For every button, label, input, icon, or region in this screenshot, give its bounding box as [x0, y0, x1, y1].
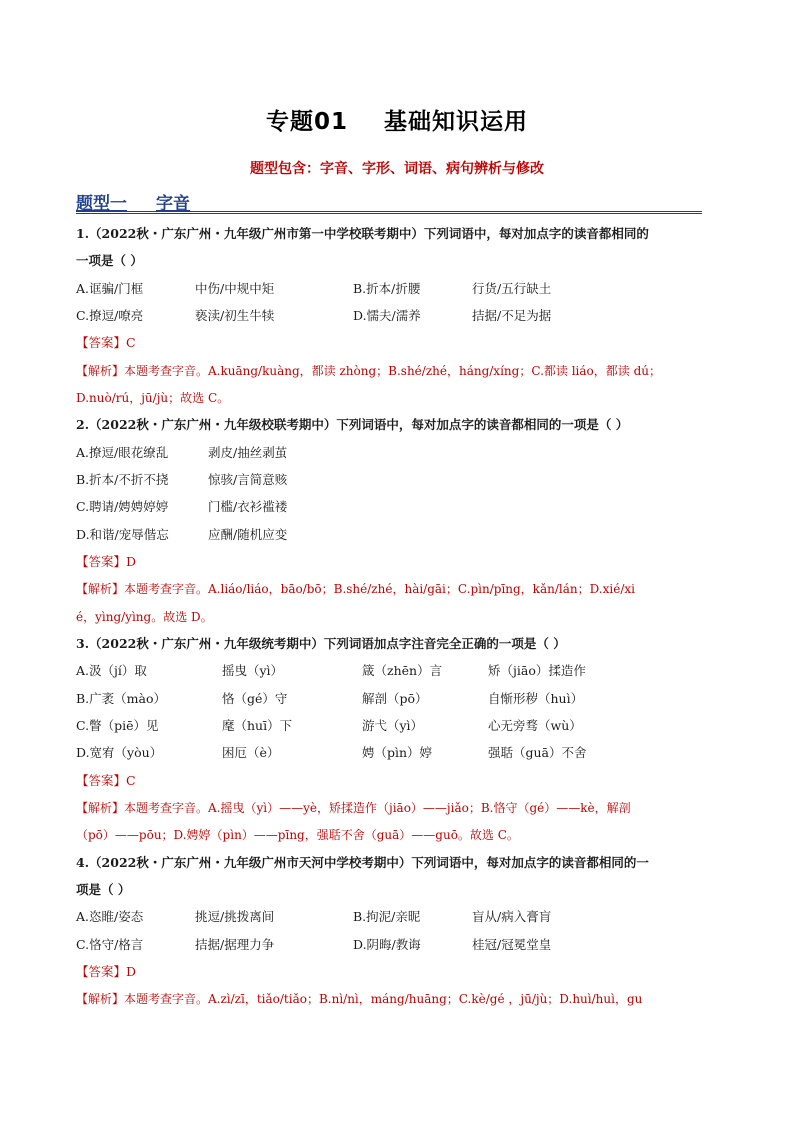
- option: 中伤/中规中矩: [195, 281, 275, 296]
- answer-label: 【答案】C: [76, 335, 136, 350]
- option: 自惭形秽（huì）: [488, 691, 584, 706]
- option: 强聒（guā）不舍: [488, 745, 587, 760]
- analysis-text: D.nuò/rú，jū/jù；故选 C。: [76, 391, 230, 405]
- option: 麾（huī）下: [222, 718, 293, 733]
- answer-label: 【答案】D: [76, 964, 137, 979]
- option: 恪（gé）守: [222, 691, 288, 706]
- question-stem: 一项是（ ）: [76, 253, 143, 268]
- option: 桂冠/冠冕堂皇: [472, 937, 552, 952]
- option: 拮据/不足为据: [472, 308, 552, 323]
- option: 摇曳（yì）: [222, 663, 284, 678]
- question-stem: 1.（2022秋・广东广州・九年级广州市第一中学校联考期中）下列词语中，每对加点字的读音都相同的: [76, 226, 649, 241]
- option: A.恣睢/姿态: [76, 909, 144, 924]
- option: 心无旁骛（wù）: [488, 718, 582, 733]
- option: D.阴晦/教诲: [353, 937, 421, 952]
- question-stem: 4.（2022秋・广东广州・九年级广州市天河中学校考期中）下列词语中，每对加点字的读音都相同的一: [76, 855, 649, 870]
- analysis-text: （pō）——pōu；D.娉婷（pìn）——pīng，强聒不舍（guā）——guō。故选 C。: [76, 828, 519, 842]
- question-stem: 3.（2022秋・广东广州・九年级统考期中）下列词语加点字注音完全正确的一项是（ ）: [76, 636, 566, 651]
- option: 惊骇/言简意赅: [208, 472, 288, 487]
- option: B.拘泥/亲昵: [353, 909, 421, 924]
- option: C.瞥（piē）见: [76, 718, 159, 733]
- option: 游弋（yì）: [362, 718, 424, 733]
- option: 应酬/随机应变: [208, 527, 288, 542]
- page-title: 专题01 基础知识运用: [265, 109, 529, 135]
- question-stem: 2.（2022秋・广东广州・九年级校联考期中）下列词语中，每对加点字的读音都相同的一项是（ ）: [76, 417, 629, 432]
- option: 困厄（è）: [222, 745, 280, 760]
- option: A.撩逗/眼花缭乱: [76, 445, 169, 460]
- answer-label: 【答案】C: [76, 773, 136, 788]
- option: 拮据/据理力争: [195, 937, 275, 952]
- option: B.折本/折腰: [353, 281, 421, 296]
- option: C.恪守/格言: [76, 937, 144, 952]
- option: 箴（zhēn）言: [362, 663, 443, 678]
- section-label: 题型一: [76, 194, 127, 214]
- option: 矫（jiāo）揉造作: [488, 663, 586, 678]
- option: A.诓骗/门框: [76, 281, 144, 296]
- option: 行货/五行缺土: [472, 281, 552, 296]
- option: 剥皮/抽丝剥茧: [208, 445, 288, 460]
- option: 盲从/病入膏肓: [472, 909, 552, 924]
- option: C.聘请/娉娉婷婷: [76, 499, 169, 514]
- option: 挑逗/挑拨离间: [195, 909, 275, 924]
- analysis-text: 【解析】本题考查字音。A.kuāng/kuàng，都读 zhòng；B.shé/zhé，háng/xíng；C.都读 liáo，都读 dú；: [76, 364, 661, 378]
- analysis-text: 【解析】本题考查字音。A.zì/zī，tiǎo/tiǎo；B.nì/nì，máng/huāng；C.kè/gé ，jū/jù；D.huì/huì，gu: [76, 992, 643, 1006]
- option: 亵渎/初生牛犊: [195, 308, 275, 323]
- option: D.和谐/宠辱偕忘: [76, 527, 169, 542]
- analysis-text: 【解析】本题考查字音。A.摇曳（yì）——yè，矫揉造作（jiāo）——jiǎo；B.恪守（gé）——kè，解剖: [76, 801, 631, 815]
- option: D.宽宥（yòu）: [76, 745, 163, 760]
- option: C.撩逗/嘹亮: [76, 308, 144, 323]
- analysis-text: é，yìng/yìng。故选 D。: [76, 610, 213, 624]
- option: B.折本/不折不挠: [76, 472, 169, 487]
- section-name: 字音: [156, 194, 190, 214]
- section-heading: [76, 189, 702, 214]
- option: D.懦夫/濡养: [353, 308, 421, 323]
- answer-label: 【答案】D: [76, 554, 137, 569]
- analysis-text: 【解析】本题考查字音。A.liáo/liáo，bāo/bō；B.shé/zhé，hài/gāi；C.pìn/pīng，kǎn/lán；D.xié/xi: [76, 582, 635, 596]
- option: 解剖（pō）: [362, 691, 428, 706]
- option: B.广袤（mào）: [76, 691, 166, 706]
- option: A.汲（jí）取: [76, 663, 147, 678]
- option: 门槛/衣衫褴褛: [208, 499, 288, 514]
- option: 娉（pìn）婷: [362, 745, 433, 760]
- page-subtitle: 题型包含：字音、字形、词语、病句辨析与修改: [250, 161, 544, 177]
- question-stem: 项是（ ）: [76, 882, 131, 897]
